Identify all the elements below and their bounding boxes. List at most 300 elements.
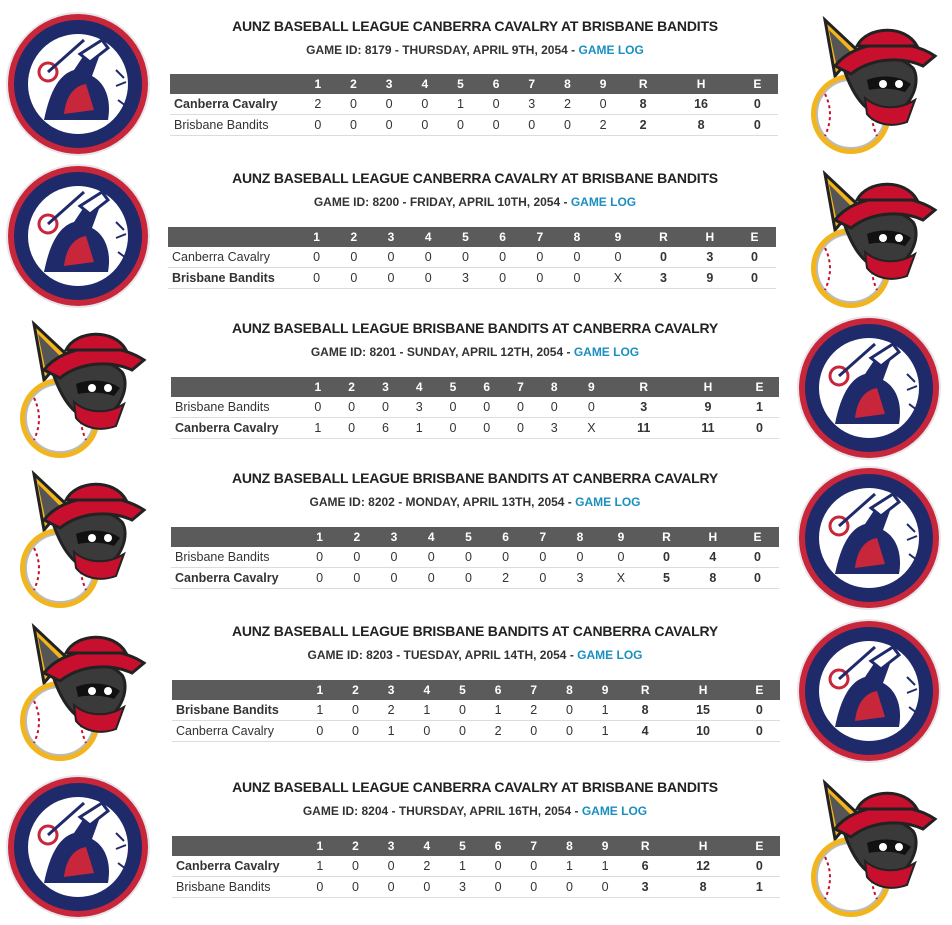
inning-score: 0 — [335, 268, 372, 289]
total-e: 0 — [740, 418, 779, 439]
game-date: GAME ID: 8179 - THURSDAY, APRIL 9TH, 2054 - — [306, 43, 576, 57]
column-header: 2 — [338, 527, 375, 547]
total-e: 0 — [736, 568, 779, 589]
cavalry-logo — [4, 773, 152, 921]
inning-score: 0 — [445, 700, 481, 721]
column-header: 9 — [587, 680, 623, 700]
game-title: AUNZ BASEBALL LEAGUE BRISBANE BANDITS AT CANBERRA CAVALRY — [231, 470, 719, 486]
total-r: 8 — [623, 700, 667, 721]
column-header: H — [687, 227, 733, 247]
column-header: E — [733, 227, 776, 247]
game-8202 — [0, 460, 952, 610]
inning-score: 0 — [447, 247, 484, 268]
team-name: Brisbane Bandits — [171, 397, 301, 418]
cavalry-logo-art — [795, 464, 943, 612]
column-header: 6 — [478, 74, 514, 94]
team-name: Brisbane Bandits — [172, 700, 302, 721]
team-header — [172, 680, 302, 700]
column-header: E — [740, 377, 779, 397]
column-header: 4 — [407, 74, 443, 94]
inning-score: 0 — [585, 94, 621, 115]
column-header: H — [665, 74, 736, 94]
column-header: 5 — [436, 377, 470, 397]
team-name: Brisbane Bandits — [172, 877, 302, 898]
game-date: GAME ID: 8202 - MONDAY, APRIL 13TH, 2054 - — [309, 495, 572, 509]
team-header — [171, 377, 301, 397]
inning-score: 0 — [558, 268, 595, 289]
total-h: 9 — [687, 268, 733, 289]
inning-score: 0 — [338, 700, 374, 721]
column-header: 2 — [338, 836, 374, 856]
game-log-link[interactable]: GAME LOG — [573, 345, 640, 359]
total-h: 11 — [676, 418, 740, 439]
inning-score: 1 — [587, 700, 623, 721]
bandits-logo-art — [795, 773, 943, 921]
total-e: 0 — [739, 856, 780, 877]
inning-score: 1 — [587, 721, 623, 742]
total-e: 1 — [740, 397, 779, 418]
inning-score: 0 — [504, 418, 538, 439]
cavalry-logo — [795, 314, 943, 462]
total-h: 9 — [676, 397, 740, 418]
cavalry-logo — [4, 10, 152, 158]
column-header: 4 — [410, 227, 447, 247]
column-header: 2 — [335, 227, 372, 247]
inning-score: 0 — [375, 547, 412, 568]
team-header — [168, 227, 298, 247]
game-8204 — [0, 769, 952, 919]
inning-score: 3 — [402, 397, 436, 418]
column-header: 6 — [470, 377, 504, 397]
column-header: 5 — [445, 680, 481, 700]
bandits-logo — [795, 773, 943, 921]
column-header: R — [623, 680, 667, 700]
inning-score: 0 — [450, 568, 487, 589]
column-header: 7 — [524, 527, 561, 547]
column-header: 3 — [373, 836, 409, 856]
inning-score: 3 — [447, 268, 484, 289]
team-name: Canberra Cavalry — [171, 568, 301, 589]
team-header — [171, 527, 301, 547]
game-title: AUNZ BASEBALL LEAGUE BRISBANE BANDITS AT CANBERRA CAVALRY — [231, 623, 719, 639]
inning-score: 1 — [443, 94, 479, 115]
column-header: 7 — [514, 74, 550, 94]
column-header: 6 — [484, 227, 521, 247]
column-header: 9 — [585, 74, 621, 94]
inning-score: 2 — [373, 700, 409, 721]
team-name: Canberra Cavalry — [172, 721, 302, 742]
game-title: AUNZ BASEBALL LEAGUE CANBERRA CAVALRY AT BRISBANE BANDITS — [232, 170, 718, 186]
inning-score: 0 — [302, 877, 338, 898]
bandits-logo-art — [4, 314, 152, 462]
inning-score: 2 — [487, 568, 524, 589]
total-h: 8 — [665, 115, 736, 136]
column-header: H — [676, 377, 740, 397]
box-score — [168, 227, 776, 289]
game-subtitle — [170, 804, 780, 818]
inning-score: 0 — [407, 115, 443, 136]
column-header: 8 — [561, 527, 598, 547]
table-row — [168, 268, 776, 289]
inning-score: 0 — [521, 247, 558, 268]
team-header — [170, 74, 300, 94]
inning-score: 0 — [516, 877, 552, 898]
team-name: Canberra Cavalry — [172, 856, 302, 877]
inning-score: 0 — [409, 721, 445, 742]
table-row — [171, 568, 779, 589]
team-name: Canberra Cavalry — [170, 94, 300, 115]
cavalry-logo — [4, 162, 152, 310]
inning-score: 1 — [445, 856, 481, 877]
table-row — [170, 94, 778, 115]
inning-score: 0 — [375, 568, 412, 589]
column-header: 7 — [504, 377, 538, 397]
inning-score: 0 — [504, 397, 538, 418]
inning-score: 0 — [443, 115, 479, 136]
inning-score: 0 — [552, 700, 588, 721]
cavalry-logo-art — [4, 162, 152, 310]
column-header: 3 — [371, 74, 407, 94]
inning-score: 1 — [409, 700, 445, 721]
inning-score: 0 — [371, 115, 407, 136]
team-name: Canberra Cavalry — [168, 247, 298, 268]
inning-score: 0 — [436, 397, 470, 418]
total-e: 0 — [739, 700, 780, 721]
inning-score: 0 — [335, 247, 372, 268]
column-header: 6 — [480, 680, 516, 700]
inning-score: 1 — [552, 856, 588, 877]
game-subtitle — [170, 495, 780, 509]
total-h: 3 — [687, 247, 733, 268]
column-header: 8 — [537, 377, 571, 397]
inning-score: 0 — [558, 247, 595, 268]
column-header: 4 — [409, 836, 445, 856]
game-log-link[interactable]: GAME LOG — [578, 43, 644, 57]
column-header: 2 — [336, 74, 372, 94]
inning-score: 2 — [516, 700, 552, 721]
total-e: 0 — [737, 115, 778, 136]
column-header: 1 — [301, 527, 338, 547]
column-header: E — [737, 74, 778, 94]
column-header: R — [640, 227, 686, 247]
team-name: Brisbane Bandits — [171, 547, 301, 568]
inning-score: 1 — [301, 418, 335, 439]
inning-score: 0 — [413, 547, 450, 568]
inning-score: 0 — [298, 247, 335, 268]
total-h: 15 — [667, 700, 738, 721]
total-h: 8 — [690, 568, 736, 589]
table-row — [172, 856, 780, 877]
game-subtitle — [170, 195, 780, 209]
total-e: 0 — [736, 547, 779, 568]
column-header: 9 — [596, 227, 641, 247]
total-r: 3 — [612, 397, 676, 418]
column-header: 7 — [516, 836, 552, 856]
column-header: 2 — [338, 680, 374, 700]
total-e: 0 — [739, 721, 780, 742]
bandits-logo-art — [795, 164, 943, 312]
inning-score: 2 — [300, 94, 336, 115]
inning-score: 0 — [516, 721, 552, 742]
total-r: 3 — [623, 877, 667, 898]
box-score — [171, 527, 779, 589]
inning-score: 0 — [521, 268, 558, 289]
total-e: 0 — [737, 94, 778, 115]
total-r: 0 — [640, 247, 686, 268]
inning-score: 0 — [552, 721, 588, 742]
cavalry-logo — [795, 464, 943, 612]
inning-score: 2 — [585, 115, 621, 136]
inning-score: 0 — [480, 877, 516, 898]
column-header: 1 — [302, 680, 338, 700]
inning-score: 0 — [369, 397, 403, 418]
table-row — [170, 115, 778, 136]
bandits-logo — [4, 464, 152, 612]
inning-score: 1 — [480, 700, 516, 721]
column-header: 1 — [300, 74, 336, 94]
total-r: 5 — [643, 568, 689, 589]
inning-score: 0 — [301, 547, 338, 568]
inning-score: 0 — [445, 721, 481, 742]
game-8179 — [0, 8, 952, 158]
inning-score: 3 — [445, 877, 481, 898]
column-header: H — [667, 680, 738, 700]
inning-score: 0 — [338, 721, 374, 742]
inning-score: 0 — [407, 94, 443, 115]
column-header: 4 — [409, 680, 445, 700]
column-header: 1 — [301, 377, 335, 397]
inning-score: 2 — [550, 94, 586, 115]
inning-score: 0 — [478, 115, 514, 136]
inning-score: 0 — [302, 721, 338, 742]
column-header: 1 — [298, 227, 335, 247]
inning-score: 0 — [373, 856, 409, 877]
column-header: H — [667, 836, 738, 856]
total-r: 3 — [640, 268, 686, 289]
bandits-logo — [4, 314, 152, 462]
column-header: 9 — [571, 377, 612, 397]
inning-score: 0 — [436, 418, 470, 439]
inning-score: 1 — [402, 418, 436, 439]
game-subtitle — [170, 345, 780, 359]
total-e: 0 — [733, 247, 776, 268]
column-header: 8 — [550, 74, 586, 94]
column-header: R — [612, 377, 676, 397]
inning-score: 0 — [524, 547, 561, 568]
inning-score: 0 — [484, 268, 521, 289]
game-date: GAME ID: 8204 - THURSDAY, APRIL 16TH, 2054 - — [302, 804, 579, 818]
box-score — [170, 74, 778, 136]
inning-score: 0 — [410, 247, 447, 268]
bandits-logo — [795, 10, 943, 158]
total-r: 11 — [612, 418, 676, 439]
table-row — [168, 247, 776, 268]
column-header: 4 — [402, 377, 436, 397]
inning-score: 0 — [338, 856, 374, 877]
bandits-logo — [795, 164, 943, 312]
inning-score: 2 — [409, 856, 445, 877]
inning-score: X — [599, 568, 644, 589]
table-row — [171, 397, 779, 418]
inning-score: 0 — [478, 94, 514, 115]
bandits-logo-art — [4, 464, 152, 612]
column-header: 4 — [413, 527, 450, 547]
game-title: AUNZ BASEBALL LEAGUE CANBERRA CAVALRY AT BRISBANE BANDITS — [232, 779, 718, 795]
game-date: GAME ID: 8201 - SUNDAY, APRIL 12TH, 2054 - — [310, 345, 571, 359]
column-header: R — [621, 74, 665, 94]
game-date: GAME ID: 8200 - FRIDAY, APRIL 10TH, 2054 - — [313, 195, 568, 209]
column-header: E — [739, 836, 780, 856]
inning-score: 0 — [301, 568, 338, 589]
inning-score: 0 — [298, 268, 335, 289]
inning-score: 0 — [550, 115, 586, 136]
box-score — [171, 377, 779, 439]
game-8203 — [0, 613, 952, 763]
total-r: 0 — [643, 547, 689, 568]
inning-score: 0 — [336, 115, 372, 136]
team-name: Brisbane Bandits — [168, 268, 298, 289]
total-h: 8 — [667, 877, 738, 898]
column-header: 8 — [552, 680, 588, 700]
table-row — [171, 418, 779, 439]
column-header: 3 — [373, 680, 409, 700]
column-header: 6 — [487, 527, 524, 547]
inning-score: 0 — [338, 568, 375, 589]
inning-score: 0 — [470, 397, 504, 418]
total-r: 2 — [621, 115, 665, 136]
total-h: 4 — [690, 547, 736, 568]
box-score — [172, 836, 780, 898]
inning-score: 1 — [373, 721, 409, 742]
table-row — [172, 700, 780, 721]
inning-score: 0 — [480, 856, 516, 877]
total-e: 0 — [733, 268, 776, 289]
game-log-link[interactable]: GAME LOG — [570, 195, 637, 209]
inning-score: 0 — [487, 547, 524, 568]
inning-score: 0 — [372, 247, 409, 268]
game-title: AUNZ BASEBALL LEAGUE CANBERRA CAVALRY AT BRISBANE BANDITS — [232, 18, 718, 34]
inning-score: 0 — [587, 877, 623, 898]
cavalry-logo-art — [4, 773, 152, 921]
column-header: 5 — [450, 527, 487, 547]
column-header: 1 — [302, 836, 338, 856]
table-row — [172, 721, 780, 742]
box-score — [172, 680, 780, 742]
column-header: 5 — [443, 74, 479, 94]
inning-score: 0 — [336, 94, 372, 115]
column-header: H — [690, 527, 736, 547]
total-h: 10 — [667, 721, 738, 742]
inning-score: 0 — [516, 856, 552, 877]
inning-score: 0 — [409, 877, 445, 898]
inning-score: 0 — [410, 268, 447, 289]
inning-score: 0 — [300, 115, 336, 136]
inning-score: 0 — [450, 547, 487, 568]
column-header: 5 — [445, 836, 481, 856]
inning-score: 6 — [369, 418, 403, 439]
total-r: 4 — [623, 721, 667, 742]
column-header: E — [739, 680, 780, 700]
inning-score: 0 — [338, 877, 374, 898]
column-header: 5 — [447, 227, 484, 247]
game-subtitle — [170, 648, 780, 662]
cavalry-logo-art — [795, 617, 943, 765]
inning-score: 3 — [561, 568, 598, 589]
inning-score: 0 — [537, 397, 571, 418]
bandits-logo — [4, 617, 152, 765]
inning-score: 0 — [552, 877, 588, 898]
bandits-logo-art — [795, 10, 943, 158]
bandits-logo-art — [4, 617, 152, 765]
inning-score: 0 — [524, 568, 561, 589]
inning-score: 0 — [373, 877, 409, 898]
game-date: GAME ID: 8203 - TUESDAY, APRIL 14TH, 2054 - — [307, 648, 574, 662]
team-header — [172, 836, 302, 856]
column-header: 3 — [375, 527, 412, 547]
column-header: 7 — [516, 680, 552, 700]
inning-score: 1 — [302, 856, 338, 877]
column-header: 9 — [599, 527, 644, 547]
inning-score: 0 — [301, 397, 335, 418]
column-header: 2 — [335, 377, 369, 397]
game-log-link[interactable]: GAME LOG — [581, 804, 648, 818]
team-name: Brisbane Bandits — [170, 115, 300, 136]
total-r: 8 — [621, 94, 665, 115]
team-name: Canberra Cavalry — [171, 418, 301, 439]
game-log-link[interactable]: GAME LOG — [575, 495, 641, 509]
game-8201 — [0, 310, 952, 460]
inning-score: 3 — [537, 418, 571, 439]
inning-score: 0 — [335, 418, 369, 439]
column-header: 3 — [369, 377, 403, 397]
cavalry-logo-art — [4, 10, 152, 158]
inning-score: 2 — [480, 721, 516, 742]
cavalry-logo-art — [795, 314, 943, 462]
inning-score: 0 — [596, 247, 641, 268]
column-header: 8 — [558, 227, 595, 247]
inning-score: 0 — [371, 94, 407, 115]
total-h: 16 — [665, 94, 736, 115]
cavalry-logo — [795, 617, 943, 765]
total-h: 12 — [667, 856, 738, 877]
table-row — [172, 877, 780, 898]
inning-score: 0 — [413, 568, 450, 589]
inning-score: 0 — [470, 418, 504, 439]
inning-score: 0 — [335, 397, 369, 418]
column-header: 6 — [480, 836, 516, 856]
inning-score: 1 — [587, 856, 623, 877]
column-header: 3 — [372, 227, 409, 247]
total-e: 1 — [739, 877, 780, 898]
inning-score: 3 — [514, 94, 550, 115]
inning-score: 0 — [561, 547, 598, 568]
inning-score: X — [571, 418, 612, 439]
inning-score: 0 — [514, 115, 550, 136]
column-header: R — [643, 527, 689, 547]
inning-score: 0 — [599, 547, 644, 568]
game-log-link[interactable]: GAME LOG — [577, 648, 643, 662]
inning-score: X — [596, 268, 641, 289]
table-row — [171, 547, 779, 568]
column-header: 8 — [552, 836, 588, 856]
column-header: 9 — [587, 836, 623, 856]
inning-score: 0 — [338, 547, 375, 568]
game-title: AUNZ BASEBALL LEAGUE BRISBANE BANDITS AT CANBERRA CAVALRY — [231, 320, 719, 336]
inning-score: 0 — [484, 247, 521, 268]
inning-score: 1 — [302, 700, 338, 721]
total-r: 6 — [623, 856, 667, 877]
column-header: 7 — [521, 227, 558, 247]
